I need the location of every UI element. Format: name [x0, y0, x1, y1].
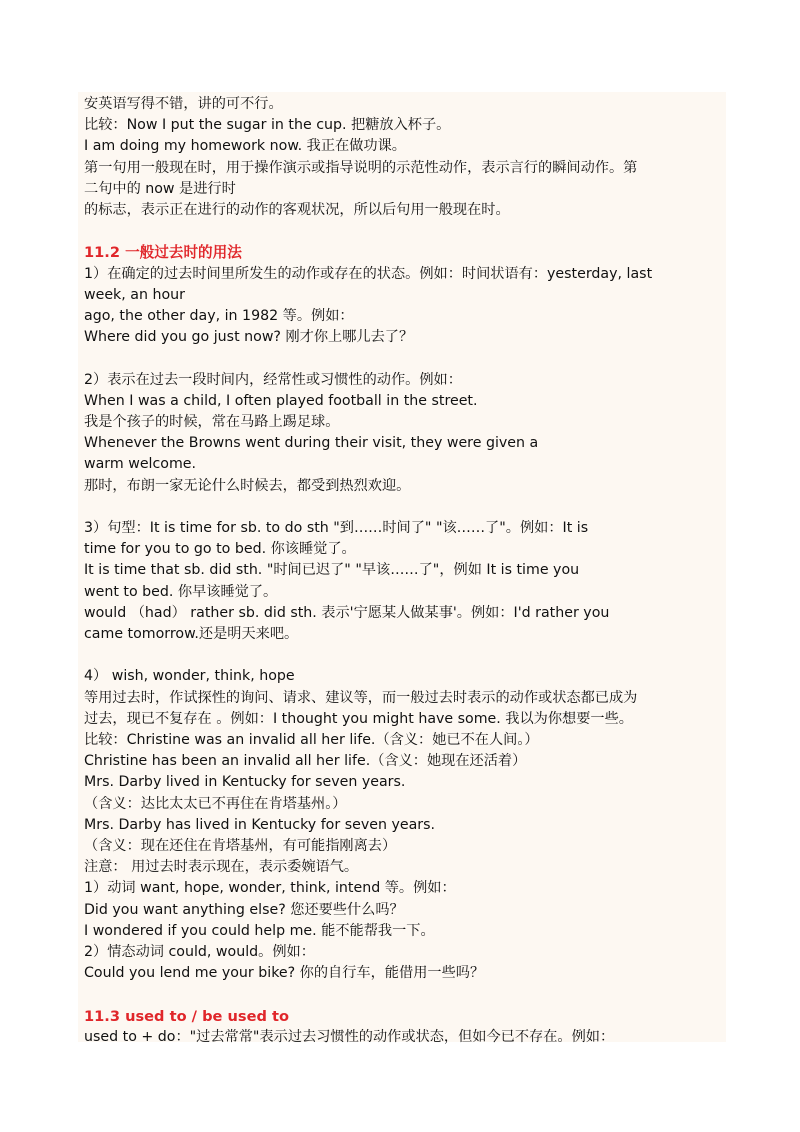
- text-line: time for you to go to bed. 你该睡觉了。: [84, 541, 356, 558]
- text-line: 的标志，表示正在进行的动作的客观状况，所以后句用一般现在时。: [84, 202, 510, 219]
- blank-line: [84, 348, 729, 369]
- text-line: 注意： 用过去时表示现在，表示委婉语气。: [84, 859, 359, 876]
- text-line: 比较：Now I put the sugar in the cup. 把糖放入杯子。: [84, 117, 451, 134]
- blank-line: [84, 645, 729, 666]
- text-line: Did you want anything else? 您还要些什么吗？: [84, 901, 404, 918]
- text-line: Whenever the Browns went during their visit, they were given a: [84, 435, 539, 452]
- text-line: （含义：达比太太已不再住在肯塔基州。）: [84, 795, 347, 812]
- text-line: It is time that sb. did sth. "时间已迟了" "早该……了"，例如 It is time you: [84, 562, 580, 579]
- text-line: Where did you go just now? 刚才你上哪儿去了？: [84, 329, 414, 346]
- blank-line: [84, 497, 729, 518]
- text-line: 我是个孩子的时候，常在马路上踢足球。: [84, 414, 340, 431]
- document-body: [84, 94, 729, 1048]
- text-line: 2）情态动词 could, would。例如：: [84, 944, 315, 961]
- text-line: （含义：现在还住在肯塔基州，有可能指刚离去）: [84, 838, 397, 855]
- text-line: I wondered if you could help me. 能不能帮我一下。: [84, 922, 435, 939]
- text-line: 3）句型：It is time for sb. to do sth "到……时间了" "该……了"。例如：It is: [84, 520, 589, 537]
- section-heading-11-3: 11.3 used to / be used to: [84, 1007, 290, 1025]
- text-line: 二句中的 now 是进行时: [84, 180, 236, 197]
- text-line: 过去，现已不复存在 。例如：I thought you might have some. 我以为你想要一些。: [84, 710, 633, 727]
- text-line: Mrs. Darby lived in Kentucky for seven years.: [84, 774, 406, 791]
- blank-line: [84, 221, 729, 242]
- text-line: Could you lend me your bike? 你的自行车，能借用一些吗？: [84, 965, 485, 982]
- text-line: 1）动词 want, hope, wonder, think, intend 等。例如：: [84, 880, 456, 897]
- text-line: 4） wish, wonder, think, hope: [84, 668, 295, 685]
- text-line: week, an hour: [84, 286, 185, 303]
- text-line: Christine has been an invalid all her life.（含义：她现在还活着）: [84, 753, 527, 770]
- blank-line: [84, 984, 729, 1005]
- text-line: 2）表示在过去一段时间内，经常性或习惯性的动作。例如：: [84, 371, 462, 388]
- section-heading-11-2: 11.2 一般过去时的用法: [84, 244, 242, 262]
- text-line: 比较：Christine was an invalid all her life.（含义：她已不在人间。）: [84, 732, 539, 749]
- text-line: 那时，布朗一家无论什么时候去，都受到热烈欢迎。: [84, 477, 411, 494]
- text-line: warm welcome.: [84, 456, 197, 473]
- text-line: would （had） rather sb. did sth. 表示'宁愿某人做某事'。例如：I'd rather you: [84, 604, 610, 621]
- text-line: 安英语写得不错，讲的可不行。: [84, 96, 283, 112]
- text-line: 等用过去时，作试探性的询问、请求、建议等，而一般过去时表示的动作或状态都已成为: [84, 689, 638, 706]
- text-line: I am doing my homework now. 我正在做功课。: [84, 138, 406, 155]
- text-line: ago, the other day, in 1982 等。例如：: [84, 308, 354, 325]
- text-line: used to + do："过去常常"表示过去习惯性的动作或状态，但如今已不存在。例如：: [84, 1028, 615, 1045]
- text-line: 1）在确定的过去时间里所发生的动作或存在的状态。例如：时间状语有：yesterday, last: [84, 265, 653, 282]
- text-line: went to bed. 你早该睡觉了。: [84, 583, 278, 600]
- text-line: When I was a child, I often played football in the street.: [84, 392, 478, 409]
- text-line: came tomorrow.还是明天来吧。: [84, 626, 299, 643]
- text-line: Mrs. Darby has lived in Kentucky for seven years.: [84, 816, 436, 833]
- text-line: 第一句用一般现在时，用于操作演示或指导说明的示范性动作，表示言行的瞬间动作。第: [84, 159, 638, 176]
